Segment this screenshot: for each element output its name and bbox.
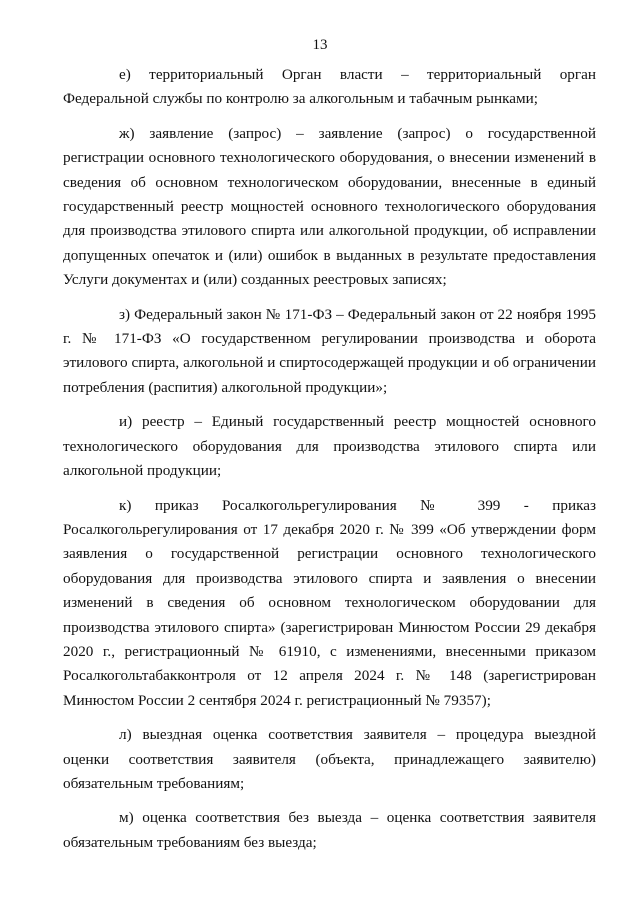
paragraph-e: е) территориальный Орган власти – территориальный орган Федеральной службы по контролю за алкогольным и табачным рынками; [63,66,596,108]
paragraph-zh: ж) заявление (запрос) – заявление (запрос) о государственной регистрации основного технологического оборудования, о внесении изменений в сведения об основном технологическом оборудовании, внесенные в единый государственный реестр мощностей основного технологического оборудования для производства этилового спирта или алкогольной продукции, об исправлении допущенных опечаток и (или) ошибок в выданных в результате предоставления Услуги документах и (или) созданных реестровых записях; [63,124,596,289]
paragraph-k: к) приказ Росалкогольрегулирования № 399 - приказ Росалкогольрегулирования от 17 декабря 2020 г. № 399 «Об утверждении форм заявления о государственной регистрации основного технологического оборудования для производства этилового спирта и заявления о внесении изменений в сведения об основном технологическом оборудовании для производства этилового спирта» (зарегистрирован Минюстом России 29 декабря 2020 г., регистрационный № 61910, с изменениями, внесенными приказом Росалкогольтабакконтроля от 12 апреля 2024 г. № 148 (зарегистрирован Минюстом России 2 сентября 2024 г. регистрационный № 79357); [63,496,596,709]
paragraph-l: л) выездная оценка соответствия заявителя – процедура выездной оценки соответствия заявителя (объекта, принадлежащего заявителю) обязательным требованиям; [63,726,596,792]
page-number: 13 [312,37,328,53]
document-body [63,63,596,855]
paragraph-i: и) реестр – Единый государственный реестр мощностей основного технологического оборудования для производства этилового спирта или алкогольной продукции; [63,413,596,480]
paragraph-m: м) оценка соответствия без выезда – оценка соответствия заявителя обязательным требованиям без выезда; [63,809,596,851]
paragraph-z: з) Федеральный закон № 171-ФЗ – Федеральный закон от 22 ноября 1995 г. № 171-ФЗ «О государственном регулировании производства и оборота этилового спирта, алкогольной и спиртосодержащей продукции и об ограничении потребления (распития) алкогольной продукции»; [63,305,596,396]
